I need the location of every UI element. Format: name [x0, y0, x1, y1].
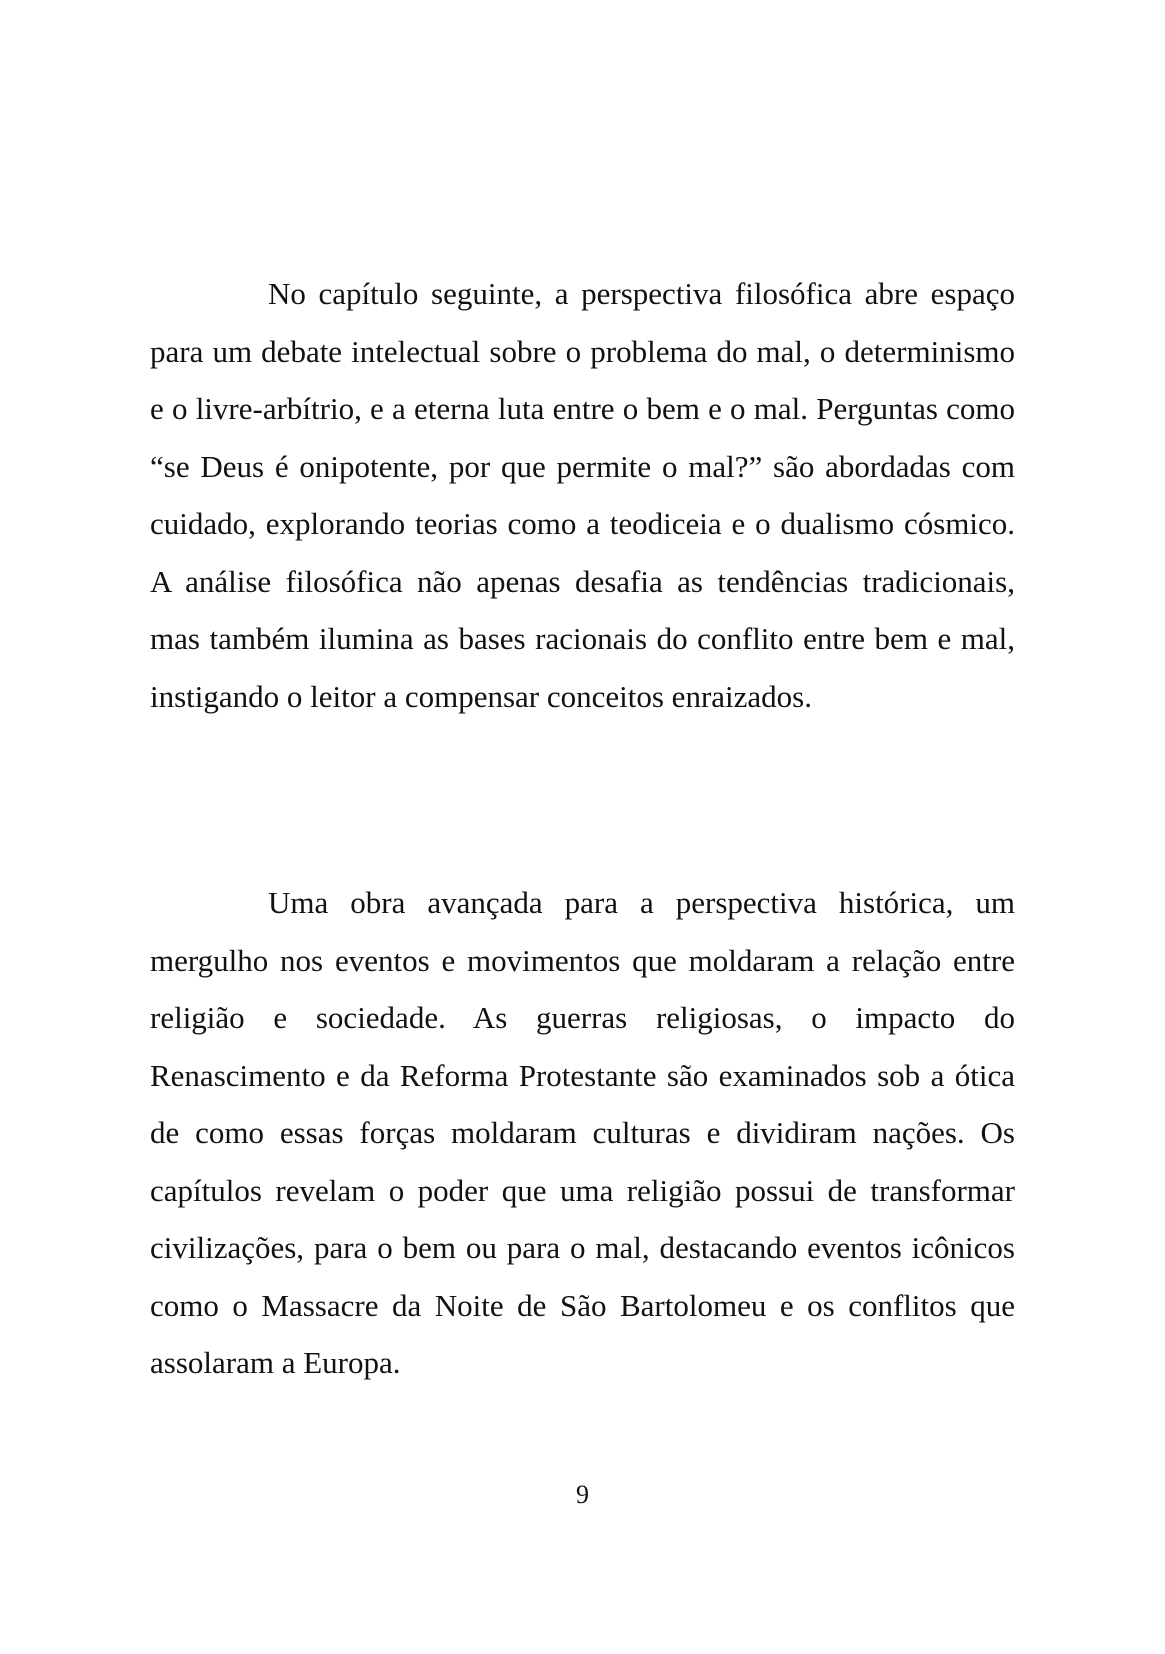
page-number: 9: [576, 1480, 589, 1509]
paragraph-text: Uma obra avançada para a perspectiva histórica, um mergulho nos eventos e movimentos que moldaram a relação entre religião e sociedade. As guerras religiosas, o impacto do Renascimento e da Reforma Protestante são examinados sob a ótica de como essas forças moldaram culturas e dividiram nações. Os capítulos revelam o poder que uma religião possui de transformar civilizações, para o bem ou para o mal, destacando eventos icônicos como o Massacre da Noite de São Bartolomeu e os conflitos que assolaram a Europa.: [150, 885, 1015, 1380]
paragraph-historical-perspective: [150, 874, 1015, 1392]
paragraph-text: No capítulo seguinte, a perspectiva filosófica abre espaço para um debate intelectual sobre o problema do mal, o determinismo e o livre-arbítrio, e a eterna luta entre o bem e o mal. Perguntas como “se Deus é onipotente, por que permite o mal?” são abordadas com cuidado, explorando teorias como a teodiceia e o dualismo cósmico. A análise filosófica não apenas desafia as tendências tradicionais, mas também ilumina as bases racionais do conflito entre bem e mal, instigando o leitor a compensar conceitos enraizados.: [150, 276, 1015, 714]
paragraph-philosophical-perspective: [150, 265, 1015, 725]
